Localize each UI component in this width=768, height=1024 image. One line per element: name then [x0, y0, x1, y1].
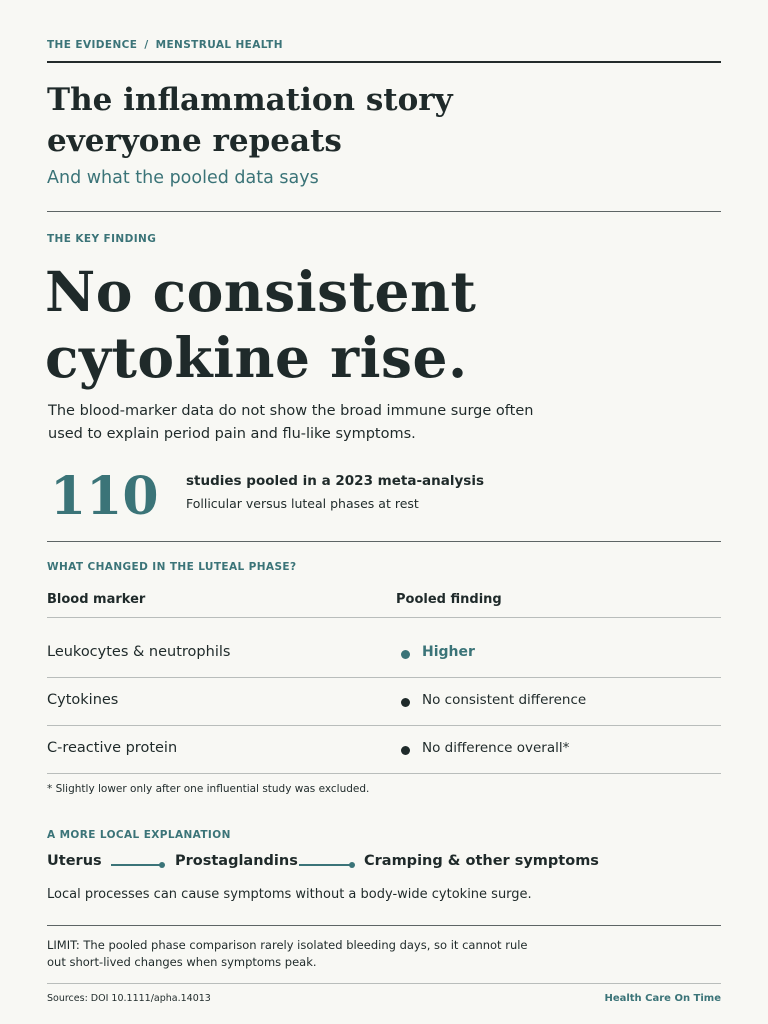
header-divider — [47, 61, 721, 63]
table-row-marker: Cytokines — [47, 692, 119, 708]
finding-dot-highlight — [401, 650, 410, 659]
stat-subtitle: Follicular versus luteal phases at rest — [186, 496, 419, 511]
table-row-marker: C-reactive protein — [47, 740, 178, 756]
flow-node-prostaglandins: Prostaglandins — [175, 853, 298, 869]
sources-citation: Sources: DOI 10.1111/apha.14013 — [47, 993, 211, 1004]
table-row-finding: Higher — [422, 644, 475, 660]
page-subtitle: And what the pooled data says — [47, 168, 319, 188]
explanation-flow — [47, 853, 721, 877]
stat-number: 110 — [50, 466, 159, 527]
section-divider — [47, 541, 721, 542]
table-label: WHAT CHANGED IN THE LUTEAL PHASE? — [47, 561, 297, 573]
stat-title: studies pooled in a 2023 meta-analysis — [186, 473, 485, 489]
key-finding-headline: No consistent cytokine rise. — [45, 259, 477, 390]
column-header-finding: Pooled finding — [396, 592, 502, 607]
page-title: The inflammation story everyone repeats — [47, 82, 453, 159]
table-row-finding: No consistent difference — [422, 692, 587, 708]
finding-dot — [401, 698, 410, 707]
section-divider — [47, 211, 721, 212]
breadcrumb — [47, 39, 283, 51]
breadcrumb-separator: / — [144, 39, 149, 51]
flow-arrow — [111, 864, 163, 866]
finding-dot — [401, 746, 410, 755]
key-finding-label: THE KEY FINDING — [47, 233, 157, 245]
key-finding-description: The blood-marker data do not show the broad immune surge often used to explain period pain and flu-like symptoms. — [48, 403, 534, 442]
limit-note: LIMIT: The pooled phase comparison rarely isolated bleeding days, so it cannot rule out short-lived changes when symptoms peak. — [47, 938, 528, 969]
explanation-note: Local processes can cause symptoms without a body-wide cytokine surge. — [47, 887, 532, 902]
table-divider — [47, 725, 721, 726]
column-header-marker: Blood marker — [47, 592, 146, 607]
explanation-label: A MORE LOCAL EXPLANATION — [47, 829, 231, 841]
breadcrumb-section[interactable]: THE EVIDENCE — [47, 39, 138, 51]
flow-node-uterus: Uterus — [47, 853, 102, 869]
footer-divider — [47, 983, 721, 984]
table-divider — [47, 773, 721, 774]
table-row-marker: Leukocytes & neutrophils — [47, 644, 231, 660]
table-footnote: * Slightly lower only after one influential study was excluded. — [47, 783, 370, 795]
breadcrumb-topic[interactable]: MENSTRUAL HEALTH — [155, 39, 283, 51]
article-page — [47, 0, 721, 1024]
brand-name[interactable]: Health Care On Time — [604, 993, 721, 1004]
table-divider — [47, 677, 721, 678]
flow-arrow — [299, 864, 353, 866]
table-row-finding: No difference overall* — [422, 740, 570, 756]
table-divider — [47, 617, 721, 618]
flow-node-symptoms: Cramping & other symptoms — [364, 853, 599, 869]
section-divider — [47, 925, 721, 926]
